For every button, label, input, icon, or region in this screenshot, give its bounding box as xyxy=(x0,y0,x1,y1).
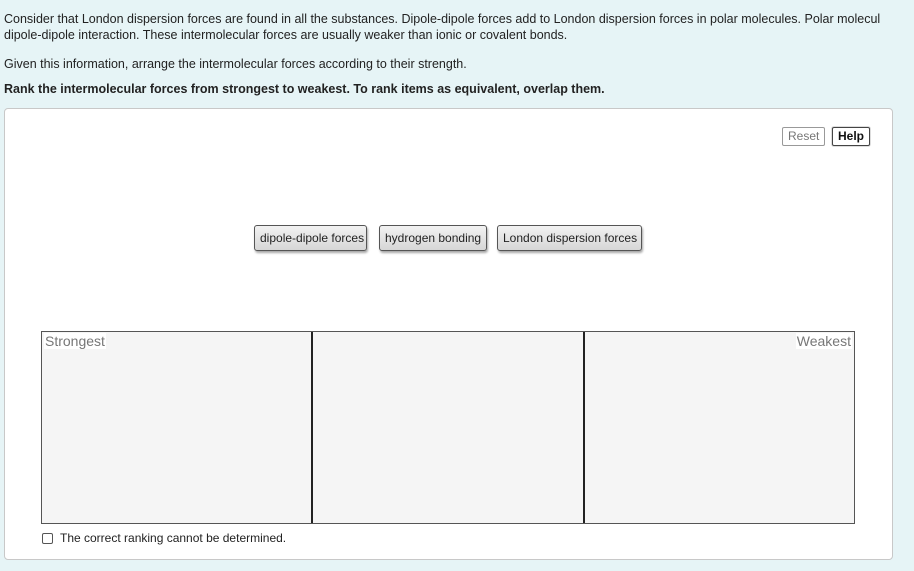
strongest-label: Strongest xyxy=(45,333,105,349)
cannot-determine-label: The correct ranking cannot be determined. xyxy=(60,531,287,545)
ranking-panel xyxy=(4,108,893,560)
draggable-item-hydrogen-bonding[interactable]: hydrogen bonding xyxy=(379,225,487,251)
question-instruction: Given this information, arrange the intermolecular forces according to their strength. xyxy=(4,57,467,71)
cannot-determine-checkbox[interactable] xyxy=(42,533,53,544)
task-prompt: Rank the intermolecular forces from strongest to weakest. To rank items as equivalent, overlap them. xyxy=(4,82,605,96)
reset-button[interactable]: Reset xyxy=(782,127,825,146)
draggable-item-london-dispersion[interactable]: London dispersion forces xyxy=(497,225,642,251)
rank-slot-1[interactable] xyxy=(42,332,311,523)
rank-slot-2[interactable] xyxy=(311,332,582,523)
question-line-2: dipole-dipole interaction. These intermolecular forces are usually weaker than ionic or covalent bonds. xyxy=(4,28,568,42)
rank-slot-3[interactable] xyxy=(583,332,854,523)
draggable-item-dipole-dipole[interactable]: dipole-dipole forces xyxy=(254,225,367,251)
question-text xyxy=(4,11,914,97)
ranking-drop-area xyxy=(41,331,855,524)
weakest-label: Weakest xyxy=(796,333,851,349)
question-paragraph xyxy=(4,11,914,43)
question-line-1: Consider that London dispersion forces are found in all the substances. Dipole-dipole forces add to London dispersion forces in polar molecules. Polar molecul xyxy=(4,12,881,26)
help-button[interactable]: Help xyxy=(832,127,870,146)
cannot-determine-option[interactable] xyxy=(42,531,286,545)
